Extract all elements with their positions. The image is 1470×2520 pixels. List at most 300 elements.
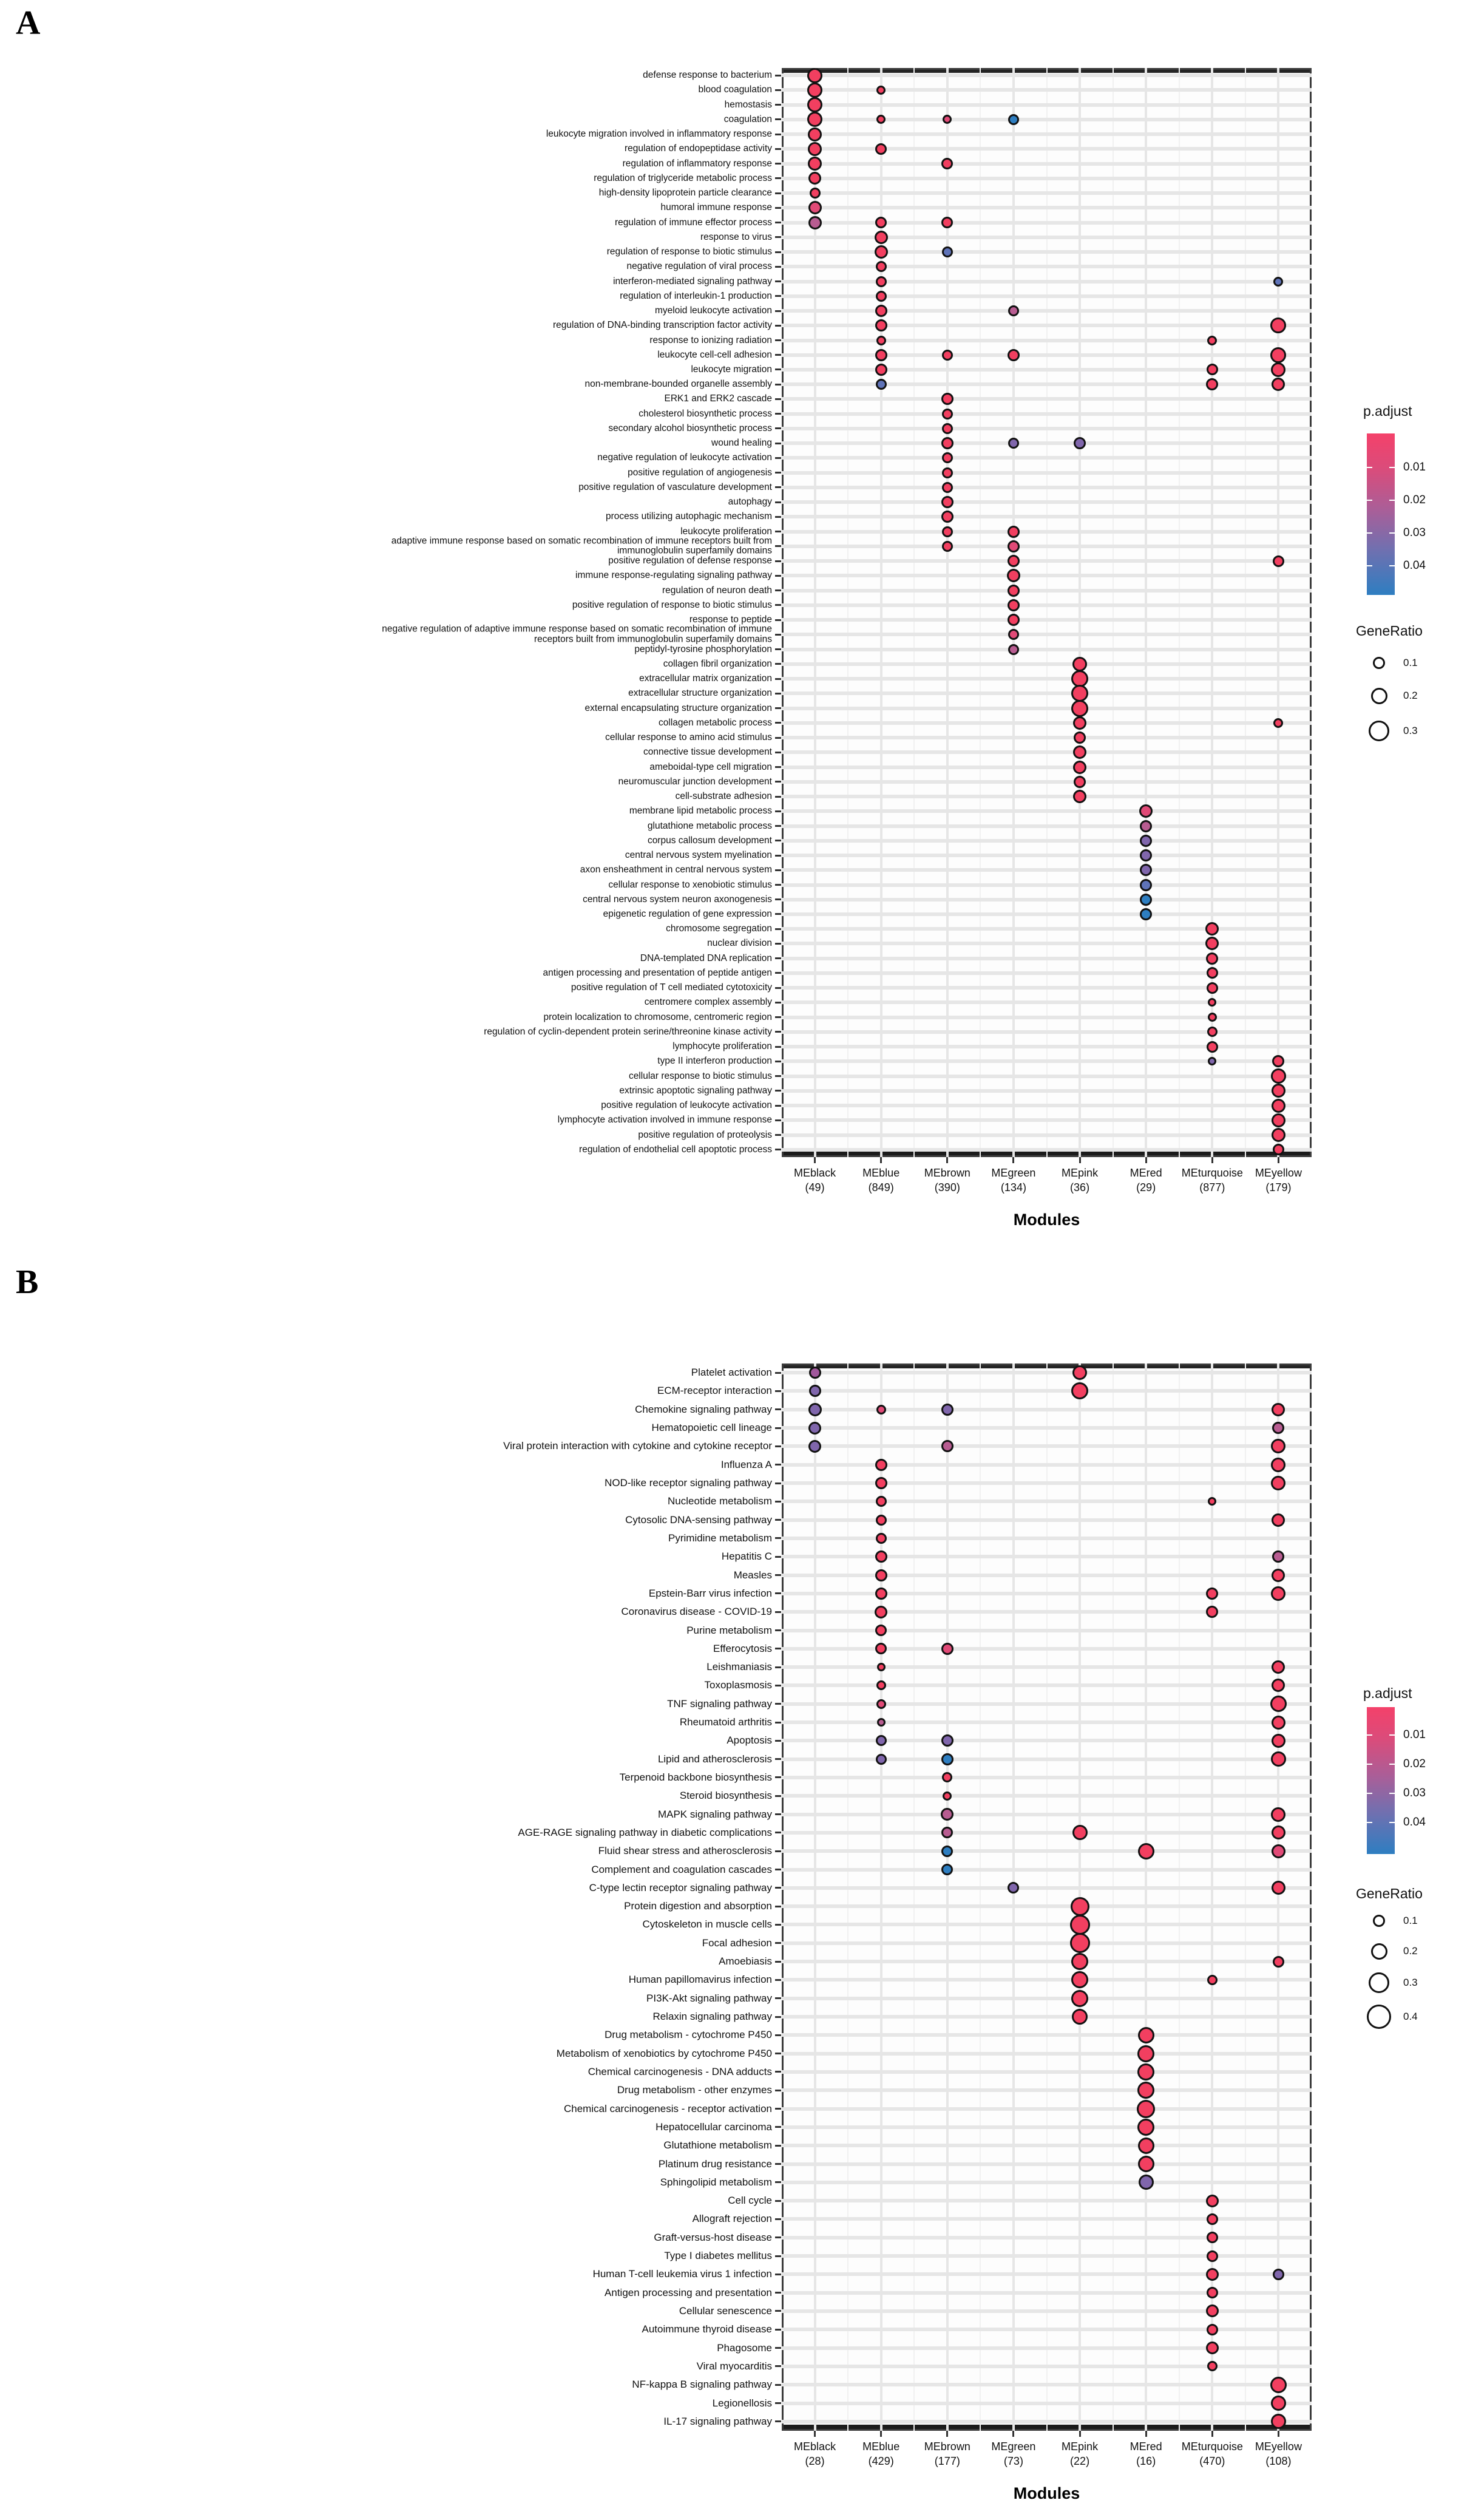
axis-tick [775,443,781,444]
row-label [0,625,772,645]
axis-tick [775,943,781,945]
row-label-text: Hepatocellular carcinoma [655,2121,772,2133]
axis-tick [775,2310,781,2312]
dot [1207,1041,1218,1053]
row-label [0,2011,772,2022]
row-label-text: autophagy [728,497,772,508]
grid-line-v [1145,1364,1147,2431]
dot [942,467,953,478]
row-label [0,2104,772,2114]
axis-tick [775,222,781,223]
row-label [0,2177,772,2188]
axis-tick [775,1464,781,1465]
dot [1206,953,1218,965]
legend-tick-label: 0.03 [1403,526,1426,539]
dot [1008,585,1020,597]
grid-line-h [782,2033,1312,2037]
row-label [0,806,772,816]
dot [1139,2175,1154,2190]
dot [1138,2138,1154,2154]
row-label-text: process utilizing autophagic mechanism [606,511,772,522]
dot [1074,732,1086,744]
grid-line-h [782,795,1312,798]
row-label [0,1754,772,1765]
legend-tick-label: 0.03 [1403,1787,1426,1799]
legend-gradient [1367,433,1395,595]
row-label-text: humoral immune response [660,202,772,213]
grid-line-h [782,648,1312,651]
row-label-text: Legionellosis [712,2397,772,2409]
axis-tick [775,1031,781,1033]
row-label-text: leukocyte migration involved in inflammatory response [546,128,772,139]
row-label-text: Platinum drug resistance [658,2158,772,2170]
grid-line-h [782,1481,1312,1485]
grid-line-v [1012,1364,1015,2431]
axis-tick [775,1997,781,1999]
row-label-text: Pyrimidine metabolism [668,1532,772,1544]
dot [1074,776,1086,788]
dot [1008,555,1020,567]
row-label [0,188,772,198]
module-label: MEturquoise [1181,1167,1243,1179]
grid-line-h [782,441,1312,445]
grid-line-h [782,2162,1312,2166]
row-label-text: Rheumatoid arthritis [679,1716,772,1728]
axis-tick [775,1556,781,1558]
legend-size-label: 0.1 [1403,657,1418,668]
grid-line-h [782,559,1312,563]
grid-line-h [782,250,1312,254]
axis-tick [775,1075,781,1077]
grid-line-h [782,1444,1312,1448]
dot [942,526,953,537]
row-label-text: positive regulation of angiogenesis [628,467,772,478]
module-count: (22) [1070,2455,1090,2467]
grid-line-h [782,883,1312,887]
axis-tick [775,737,781,739]
dot [1071,1897,1089,1916]
grid-line-h [782,1518,1312,1522]
legend-size-circle [1373,657,1385,669]
dot [1207,2250,1218,2262]
axis-tick [775,1501,781,1503]
row-label [0,247,772,257]
dot [1071,1990,1088,2007]
axis-tick [775,678,781,680]
dot [876,86,886,95]
grid-line-v [946,68,949,1157]
row-label [0,880,772,889]
dot [1072,1825,1088,1840]
grid-line-h [782,1537,1312,1540]
dot [1070,1933,1090,1953]
row-label-text: lymphocyte activation involved in immune response [557,1115,772,1126]
grid-line-h [782,1960,1312,1963]
grid-line-h [782,824,1312,828]
row-label [0,600,772,610]
module-count: (134) [1000,1181,1026,1194]
grid-line-h [782,1408,1312,1411]
grid-line-v-minor [1113,1364,1114,2431]
legend-size-circle [1373,1915,1385,1927]
dot [1072,657,1087,671]
grid-line-v-minor [980,68,981,1157]
legend-gradient-tick [1389,1822,1395,1823]
row-label-text: membrane lipid metabolic process [629,806,772,817]
dot [875,1569,887,1581]
row-label [0,703,772,713]
row-label [0,2361,772,2372]
dot [1272,1734,1285,1748]
axis-tick [775,2200,781,2202]
row-label-text: Protein digestion and absorption [624,1900,772,1912]
dot [809,1385,821,1397]
row-label [0,527,772,537]
row-label-text: external encapsulating structure organization [584,702,772,713]
grid-line-h [782,280,1312,284]
grid-line-h [782,2309,1312,2313]
grid-line-h [782,132,1312,136]
dot [1206,2268,1219,2281]
row-label [0,2269,772,2280]
row-label [0,1072,772,1081]
row-label [0,2287,772,2298]
axis-tick [775,1924,781,1926]
panel-a-label: A [16,4,41,42]
axis-tick [775,2108,781,2110]
legend-gradient-tick [1367,1734,1372,1736]
row-label [0,1772,772,1783]
axis-tick [775,1961,781,1963]
axis-tick [775,280,781,282]
row-label-text: Toxoplasmosis [704,1679,772,1691]
grid-line-h [782,339,1312,342]
axis-tick [775,2329,781,2331]
dot [942,541,953,552]
row-label [0,85,772,95]
axis-tick [775,1740,781,1742]
dot [942,246,953,257]
row-label [0,203,772,212]
axis-tick [1079,2431,1081,2437]
row-label-text: corpus callosum development [647,835,772,846]
grid-line-h [782,88,1312,92]
dot [1137,2063,1154,2080]
axis-tick [775,501,781,503]
axis-tick [775,825,781,827]
grid-line-v-minor [1245,1364,1246,2431]
row-label [0,453,772,463]
dot [875,305,887,317]
row-label [0,1735,772,1746]
row-label [0,895,772,905]
axis-tick [775,1016,781,1018]
dot [941,1404,953,1416]
grid-line-h [782,1813,1312,1816]
row-label-text: hemostasis [724,99,772,110]
module-label: MEred [1130,2440,1162,2453]
grid-line-h [782,206,1312,209]
dot [1071,700,1088,717]
grid-line-h [782,1683,1312,1687]
grid-line-h [782,427,1312,430]
row-label-text: Metabolism of xenobiotics by cytochrome P450 [556,2047,772,2059]
grid-line-h [782,780,1312,784]
legend-size-circle [1371,1943,1387,1960]
row-label-text: NF-kappa B signaling pathway [632,2379,772,2391]
axis-tick [775,2292,781,2294]
grid-line-h [782,1665,1312,1669]
grid-line-h [782,1886,1312,1890]
row-label-text: response to peptide [689,614,772,625]
row-label [0,174,772,183]
row-label-text: regulation of DNA-binding transcription factor activity [553,320,772,331]
grid-line-h [782,2236,1312,2240]
row-label [0,821,772,830]
axis-tick [775,1537,781,1539]
dot [1137,2119,1154,2136]
axis-tick [775,1906,781,1907]
legend-gradient-tick [1367,467,1372,468]
row-label-text: axon ensheathment in central nervous system [580,864,772,875]
grid-line-h [782,1045,1312,1048]
dot [1272,1113,1285,1127]
row-label-text: AGE-RAGE signaling pathway in diabetic complications [518,1826,772,1838]
axis-tick [775,354,781,356]
row-label [0,1974,772,1985]
grid-line-h [782,1941,1312,1945]
dot [876,1496,887,1507]
axis-tick [775,134,781,135]
row-label-text: Type I diabetes mellitus [664,2250,772,2262]
row-label-text: ameboidal-type cell migration [649,761,772,772]
row-label [0,291,772,301]
row-label [0,2029,772,2040]
grid-line-h [782,353,1312,357]
axis-tick [775,192,781,194]
row-label-text: response to ionizing radiation [649,335,772,345]
row-label [0,1086,772,1096]
dot [942,482,953,493]
grid-line-h [782,927,1312,931]
axis-tick [775,560,781,562]
axis-tick [775,1648,781,1649]
grid-line-h [782,103,1312,107]
grid-line-h [782,1868,1312,1872]
row-label-text: Drug metabolism - other enzymes [617,2084,772,2096]
axis-tick [775,148,781,150]
grid-line-h [782,1133,1312,1137]
axis-tick [775,2145,781,2147]
row-label-text: Drug metabolism - cytochrome P450 [605,2029,772,2041]
axis-tick [1012,1157,1014,1163]
axis-tick [775,1134,781,1136]
dot [1271,1458,1285,1472]
axis-tick [775,236,781,238]
grid-line-h [782,2088,1312,2092]
axis-tick [775,89,781,91]
grid-line-h [782,2328,1312,2331]
grid-line-h [782,2217,1312,2221]
axis-tick [775,104,781,106]
row-label-text: regulation of endopeptidase activity [625,143,772,154]
module-label: MEyellow [1255,1167,1302,1179]
axis-tick [775,796,781,798]
row-label [0,2306,772,2317]
row-label-text: Coronavirus disease - COVID-19 [621,1606,772,1618]
row-label [0,939,772,948]
row-label [0,1013,772,1022]
dot [1271,2396,1286,2411]
axis-tick [775,1149,781,1150]
row-label [0,733,772,742]
dot [808,1440,821,1453]
row-label-text: Focal adhesion [702,1937,772,1949]
row-label-text: Phagosome [717,2342,772,2354]
axis-tick [1211,2431,1213,2437]
row-label [0,424,772,433]
row-label-text: secondary alcohol biosynthetic process [608,423,772,433]
dot [876,1515,887,1526]
legend-size-label: 0.3 [1403,725,1418,736]
row-label [0,1606,772,1617]
row-label [0,836,772,846]
legend-gradient-tick [1389,467,1395,468]
row-label-text: adaptive immune response based on somatic recombination of immune receptors built from [391,535,772,546]
dot [1207,336,1217,345]
module-label: MEbrown [924,2440,970,2453]
row-label-text: nuclear division [707,938,772,949]
grid-line-h [782,707,1312,710]
row-label [0,438,772,448]
grid-line-v-minor [913,68,915,1157]
grid-line-h [782,500,1312,504]
axis-tick [1278,2431,1279,2437]
dot [942,423,953,434]
row-label [0,1680,772,1691]
axis-tick [775,663,781,665]
grid-line-h [782,971,1312,975]
grid-line-h [782,2125,1312,2129]
row-label [0,379,772,389]
grid-line-v-minor [980,1364,981,2431]
grid-line-h [782,368,1312,372]
grid-line-h [782,2144,1312,2147]
axis-tick [775,398,781,400]
row-label-text: positive regulation of proteolysis [638,1129,772,1140]
axis-tick [775,427,781,429]
axis-tick [1211,1157,1213,1163]
row-label [0,2140,772,2151]
axis-tick [1012,2431,1014,2437]
row-label [0,983,772,993]
row-label [0,585,772,595]
grid-line-h [782,1118,1312,1122]
grid-line-h [782,618,1312,622]
axis-tick [775,898,781,900]
dot [876,336,886,345]
row-label [0,2159,772,2170]
row-label [0,1515,772,1526]
axis-tick [775,840,781,841]
row-label-text: connective tissue development [643,747,772,758]
axis-tick [775,648,781,650]
grid-line-h [782,2272,1312,2276]
axis-tick [775,339,781,341]
axis-tick [946,2431,948,2437]
axis-tick [775,1758,781,1760]
grid-line-h [782,2199,1312,2202]
row-label-text: Antigen processing and presentation [605,2286,772,2298]
row-label [0,1496,772,1507]
legend-size-label: 0.1 [1403,1915,1418,1926]
row-label [0,1827,772,1838]
legend-size-label: 0.2 [1403,1945,1418,1957]
legend-size-circle [1369,721,1389,741]
row-label-text: non-membrane-bounded organelle assembly [584,379,772,390]
grid-line-h [782,486,1312,489]
grid-line-h [782,1702,1312,1706]
row-label-text: Hepatitis C [721,1550,772,1563]
module-count: (36) [1070,1181,1090,1194]
axis-tick [775,1832,781,1833]
axis-tick [775,722,781,724]
row-label-text: extracellular structure organization [628,688,772,699]
row-label-text: peptidyl-tyrosine phosphorylation [634,644,772,654]
axis-tick [775,781,781,783]
dot [876,261,887,272]
dot [1008,438,1019,449]
row-label [0,2379,772,2390]
row-label-text: Influenza A [720,1458,772,1470]
axis-tick [775,1390,781,1392]
row-label-text: Efferocytosis [713,1642,772,1654]
grid-line-h [782,1104,1312,1107]
row-label-text: Complement and coagulation cascades [591,1863,772,1875]
row-label [0,615,772,625]
axis-tick [775,2236,781,2238]
axis-tick [775,2071,781,2073]
grid-line-h [782,1849,1312,1853]
row-label-text: Lipid and atherosclerosis [657,1753,772,1765]
axis-tick [775,1722,781,1724]
axis-tick [775,310,781,312]
row-label-text: Cell cycle [728,2195,772,2207]
grid-line-h [782,1758,1312,1761]
dot [875,319,887,331]
dot [875,349,887,361]
grid-line-h [782,662,1312,666]
legend-size-label: 0.2 [1403,690,1418,701]
grid-line-h [782,1923,1312,1926]
legend-gradient-tick [1389,1734,1395,1736]
grid-line-h [782,839,1312,843]
axis-tick [880,1157,882,1163]
module-count: (179) [1265,1181,1292,1194]
row-label-text: MAPK signaling pathway [657,1808,772,1820]
grid-line-h [782,265,1312,268]
row-label-text: Steroid biosynthesis [679,1790,772,1802]
row-label [0,1042,772,1051]
row-label [0,1404,772,1415]
dot [942,409,953,419]
grid-line-v-minor [1113,68,1114,1157]
dot [808,1422,821,1435]
row-label [0,1422,772,1433]
row-label-text: Amoebiasis [719,1955,772,1968]
dot [941,1753,953,1765]
row-label [0,1533,772,1544]
